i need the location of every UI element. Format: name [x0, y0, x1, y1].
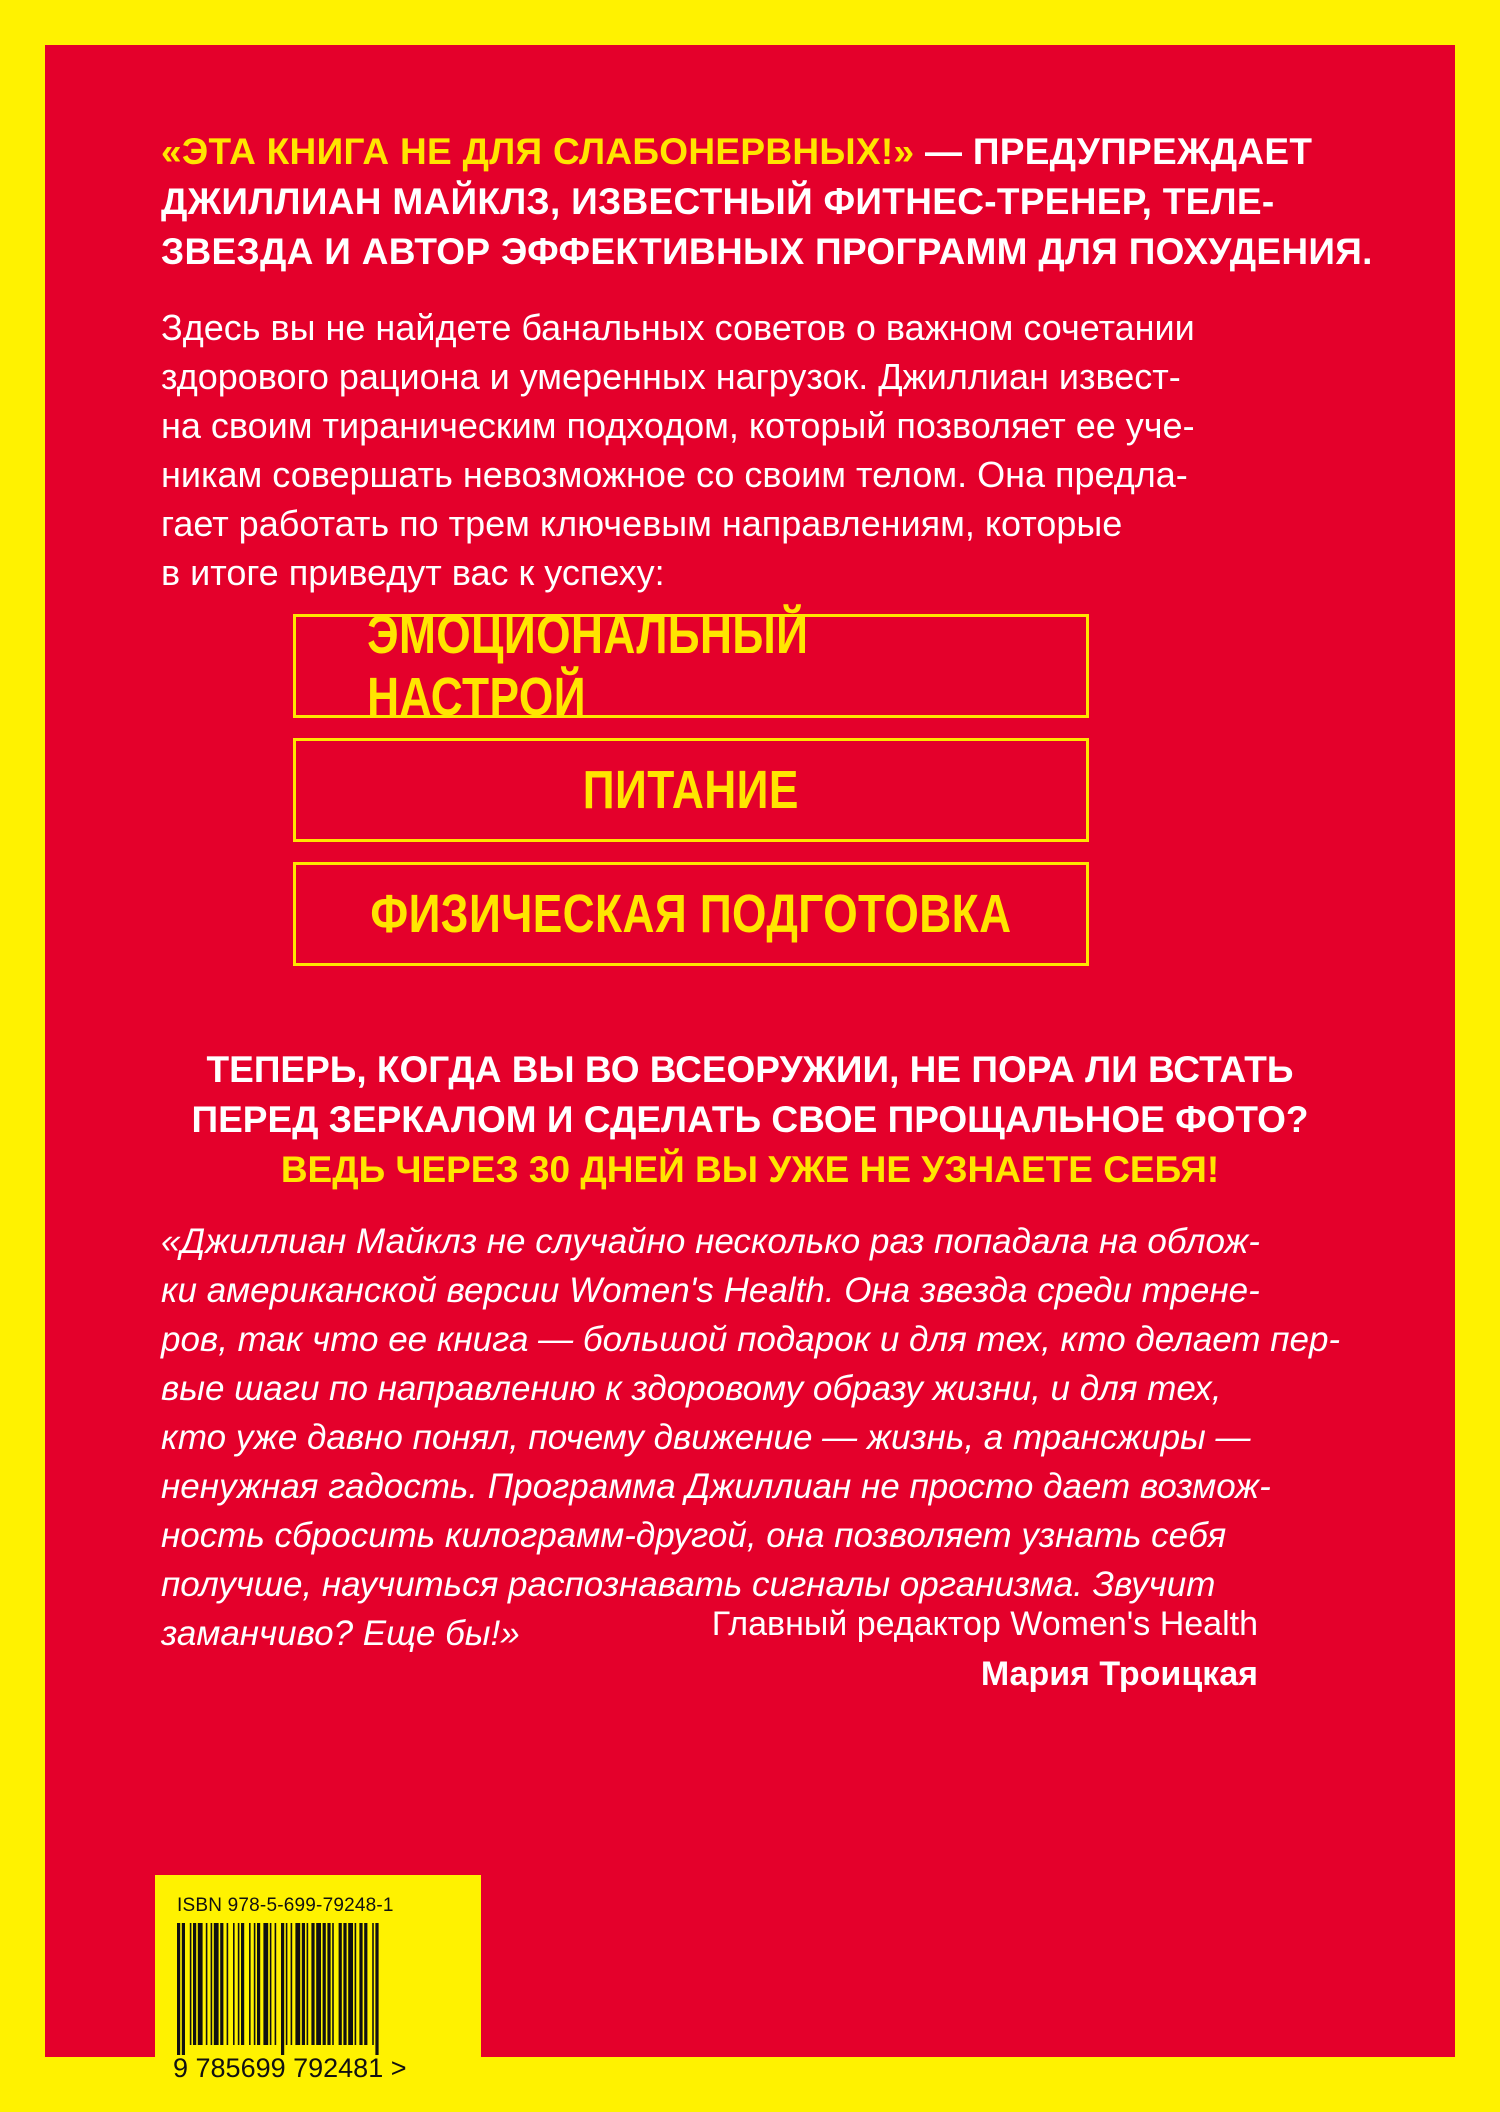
isbn-label: ISBN 978-5-699-79248-1	[177, 1895, 394, 1916]
direction-box-emotional	[293, 605, 1089, 727]
description-line: гает работать по трем ключевым направлениям, которые	[161, 503, 1123, 544]
quote-attribution	[712, 1599, 1258, 1699]
quote-line: вые шаги по направлению к здоровому образу жизни, и для тех,	[161, 1369, 1222, 1408]
intro-line-3: ЗВЕЗДА И АВТОР ЭФФЕКТИВНЫХ ПРОГРАММ ДЛЯ ПОХУДЕНИЯ.	[161, 231, 1373, 272]
intro-line-2: ДЖИЛЛИАН МАЙКЛЗ, ИЗВЕСТНЫЙ ФИТНЕС-ТРЕНЕР, ТЕЛЕ-	[161, 181, 1275, 222]
quote-line: ров, так что ее книга — большой подарок и для тех, кто делает пер-	[161, 1320, 1341, 1359]
direction-label: ЭМОЦИОНАЛЬНЫЙ НАСТРОЙ	[367, 605, 809, 727]
quote-line: получше, научиться распознавать сигналы организма. Звучит	[161, 1565, 1216, 1604]
description-paragraph	[161, 303, 1361, 597]
intro-highlight: «ЭТА КНИГА НЕ ДЛЯ СЛАБОНЕРВНЫХ!»	[161, 131, 915, 172]
cta-highlight-line: ВЕДЬ ЧЕРЕЗ 30 ДНЕЙ ВЫ УЖЕ НЕ УЗНАЕТЕ СЕБЯ!	[280, 1149, 1220, 1190]
quote-line: ненужная гадость. Программа Джиллиан не просто дает возмож-	[161, 1467, 1271, 1506]
direction-box-nutrition	[293, 738, 1089, 842]
call-to-action	[45, 1045, 1455, 1195]
attribution-role: Главный редактор Women's Health	[711, 1605, 1258, 1643]
description-line: на своим тираническим подходом, который позволяет ее уче-	[161, 405, 1195, 446]
description-line: здорового рациона и умеренных нагрузок. Джиллиан извест-	[161, 356, 1181, 397]
description-line: Здесь вы не найдете банальных советов о важном сочетании	[161, 307, 1195, 348]
direction-label: ФИЗИЧЕСКАЯ ПОДГОТОВКА	[370, 884, 1012, 944]
quote-line: «Джиллиан Майклз не случайно несколько раз попадала на облож-	[161, 1222, 1260, 1261]
quote-line: кто уже давно понял, почему движение — жизнь, а трансжиры —	[161, 1418, 1251, 1457]
description-line: в итоге приведут вас к успеху:	[161, 552, 665, 593]
intro-line-1-rest: — ПРЕДУПРЕЖДАЕТ	[914, 131, 1313, 172]
barcode-icon	[173, 1923, 463, 2055]
intro-paragraph	[161, 127, 1373, 277]
direction-label: ПИТАНИЕ	[582, 760, 800, 820]
review-quote	[161, 1217, 1361, 1658]
intro-line-1	[161, 127, 1361, 177]
direction-box-fitness	[293, 862, 1089, 966]
quote-line: ки американской версии Women's Health. Она звезда среди трене-	[161, 1271, 1260, 1310]
attribution-name: Мария Троицкая	[980, 1655, 1258, 1693]
isbn-digits: 9 785699 792481 >	[173, 2053, 407, 2083]
isbn-barcode-block	[155, 1875, 481, 2102]
description-line: никам совершать невозможное со своим телом. Она предла-	[161, 454, 1188, 495]
cta-line-2: ПЕРЕД ЗЕРКАЛОМ И СДЕЛАТЬ СВОЕ ПРОЩАЛЬНОЕ ФОТО?	[191, 1099, 1309, 1140]
quote-line: ность сбросить килограмм-другой, она позволяет узнать себя	[161, 1516, 1227, 1555]
quote-line: заманчиво? Еще бы!»	[161, 1614, 520, 1653]
cta-line-1: ТЕПЕРЬ, КОГДА ВЫ ВО ВСЕОРУЖИИ, НЕ ПОРА ЛИ ВСТАТЬ	[206, 1049, 1294, 1090]
book-back-cover	[45, 45, 1455, 2083]
